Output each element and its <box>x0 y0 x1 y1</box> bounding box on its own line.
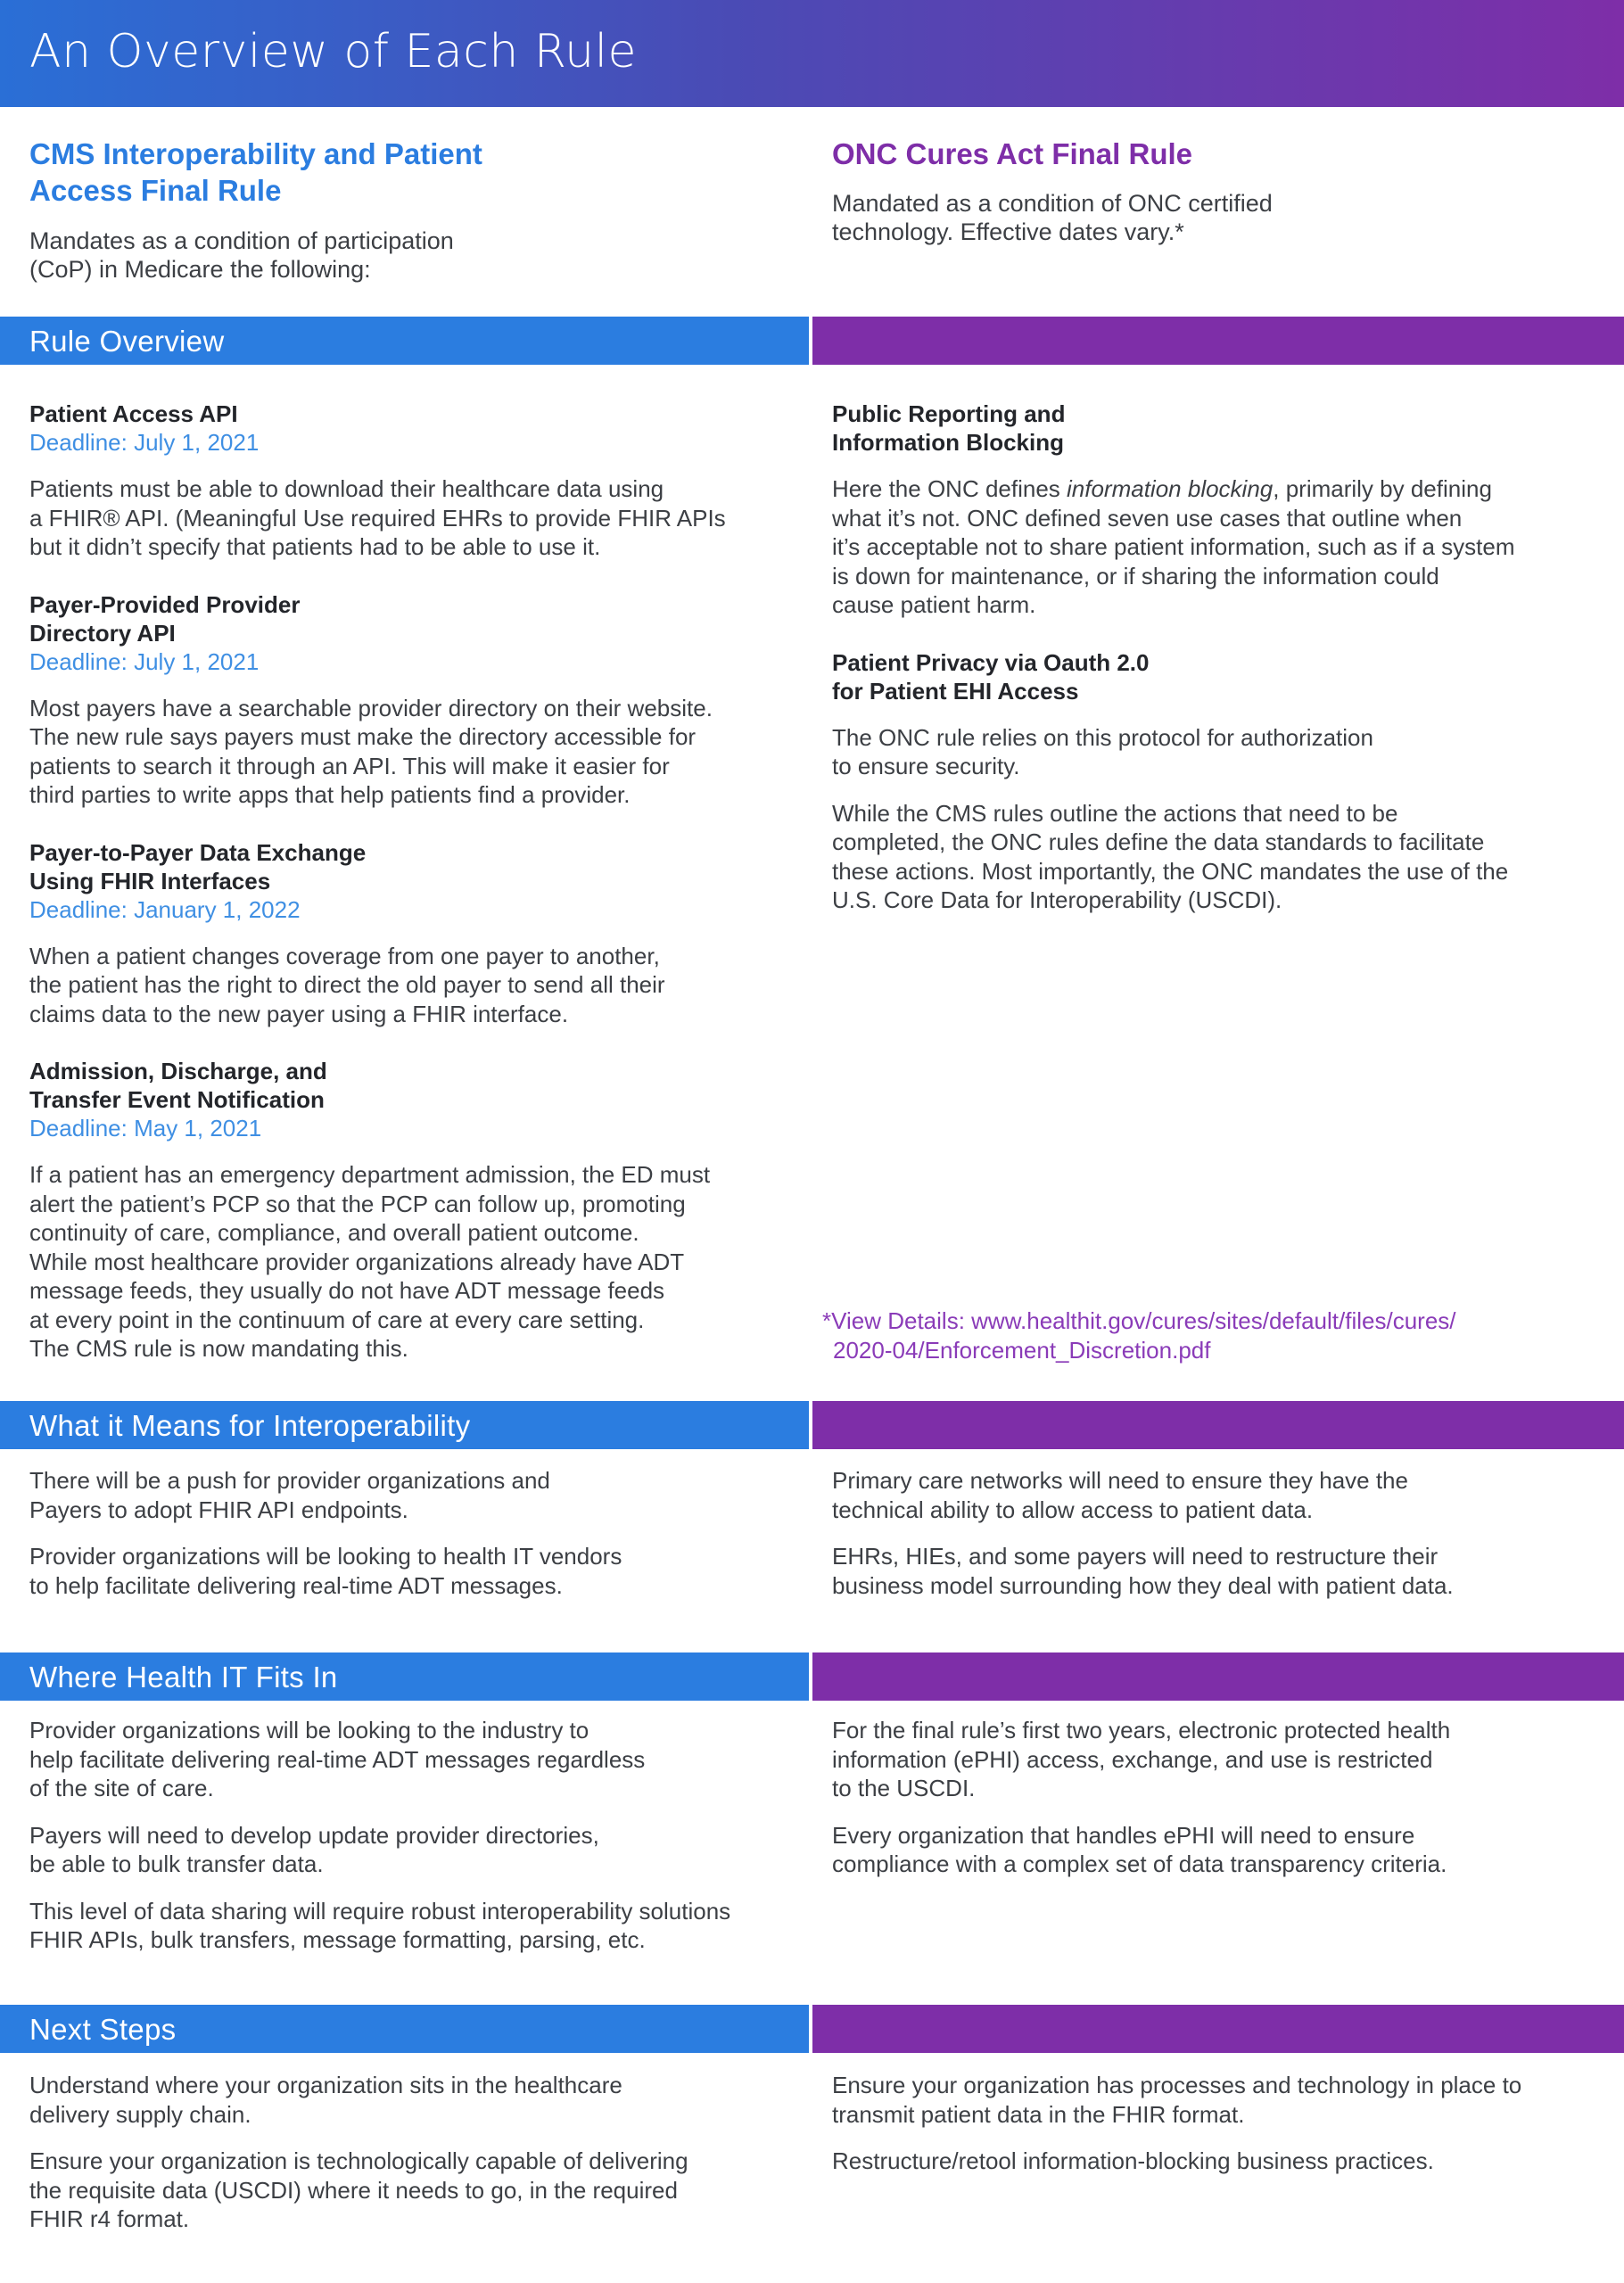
cms-rule-title: CMS Interoperability and Patient Access Final Rule <box>29 137 482 207</box>
onc-rule-title: ONC Cures Act Final Rule <box>832 137 1193 170</box>
interop-left: There will be a push for provider organizations and Payers to adopt FHIR API endpoints. Provider organizations will be looking to health IT vendors to help facilitate delivering real-time ADT messages. <box>29 1467 622 1599</box>
next-steps-right: Ensure your organization has processes and technology in place to transmit patient data in the FHIR format. Restructure/retool information-blocking business practices. <box>832 2072 1522 2174</box>
section-title-next-steps: Next Steps <box>29 2013 177 2046</box>
rule-block-adt-notification: Admission, Discharge, and Transfer Event Notification Deadline: May 1, 2021 If a patient has an emergency department admission, the ED must alert the patient’s PCP so that the PCP can follow up, promoting continuity of care, compliance, and overall patient outcome. While most healthcare provider organizations already have ADT message feeds, they usually do not have ADT message feeds at every point in the continuum of care at every care setting. The CMS rule is now mandating this. <box>29 1057 805 1364</box>
section-title-rule-overview: Rule Overview <box>29 325 225 358</box>
rule-overview-right <box>832 400 1608 915</box>
details-link-line-2[interactable]: 2020-04/Enforcement_Discretion.pdf <box>833 1336 1211 1364</box>
rule-overview-left <box>29 400 805 1364</box>
interop-right: Primary care networks will need to ensure they have the technical ability to allow access to patient data. EHRs, HIEs, and some payers will need to restructure their business model surrounding how they deal with patient data. <box>832 1467 1454 1599</box>
onc-rule-description: Mandated as a condition of ONC certified technology. Effective dates vary.* <box>832 190 1273 245</box>
section-bar-health-it-right <box>812 1652 1624 1701</box>
title-banner <box>0 0 1624 107</box>
section-title-health-it: Where Health IT Fits In <box>29 1661 338 1694</box>
page-title: An Overview of Each Rule <box>29 25 638 78</box>
deadline: Deadline: May 1, 2021 <box>29 1115 262 1142</box>
onc-intro <box>832 136 1608 246</box>
section-bar-health-it <box>0 1652 809 1701</box>
health-it-left: Provider organizations will be looking to the industry to help facilitate delivering real-time ADT messages regardless of the site of care. Payers will need to develop update provider directories, be able to bulk transfer data. This level of data sharing will require robust interoperability solutions FHIR APIs, bulk transfers, message formatting, parsing, etc. <box>29 1717 731 1953</box>
details-footnote <box>822 1306 1598 1364</box>
details-link-line-1[interactable]: *View Details: www.healthit.gov/cures/sites/default/files/cures/ <box>822 1307 1456 1334</box>
rule-block-information-blocking: Public Reporting and Information Blocking Here the ONC defines information blocking, primarily by defining what it’s not. ONC defined seven use cases that outline when it’s acceptable not to share patient information, such as if a system is down for maintenance, or if sharing the information could cause patient harm. <box>832 400 1515 618</box>
section-bar-interoperability <box>0 1401 809 1449</box>
rule-block-oauth: Patient Privacy via Oauth 2.0 for Patient EHI Access The ONC rule relies on this protocol for authorization to ensure security. While the CMS rules outline the actions that need to be completed, the ONC rules define the data standards to facilitate these actions. Most importantly, the ONC mandates the use of the U.S. Core Data for Interoperability (USCDI). <box>832 648 1509 913</box>
section-bar-next-steps <box>0 2005 809 2053</box>
section-bar-interoperability-right <box>812 1401 1624 1449</box>
cms-intro <box>29 136 805 284</box>
rule-block-patient-access: Patient Access API Deadline: July 1, 2021 Patients must be able to download their healthcare data using a FHIR® API. (Meaningful Use required EHRs to provide FHIR APIs but it didn’t specify that patients had to be able to use it. <box>29 400 805 562</box>
deadline: Deadline: July 1, 2021 <box>29 647 260 675</box>
rule-block-payer-exchange: Payer-to-Payer Data Exchange Using FHIR Interfaces Deadline: January 1, 2022 When a patient changes coverage from one payer to another, the patient has the right to direct the old payer to send all their claims data to the new payer using a FHIR interface. <box>29 838 805 1029</box>
deadline: Deadline: January 1, 2022 <box>29 895 301 923</box>
section-bar-rule-overview <box>0 317 809 365</box>
cms-rule-description: Mandates as a condition of participation (CoP) in Medicare the following: <box>29 227 454 283</box>
section-bar-rule-overview-right <box>812 317 1624 365</box>
health-it-right: For the final rule’s first two years, electronic protected health information (ePHI) access, exchange, and use is restricted to the USCDI. Every organization that handles ePHI will need to ensure compliance with a complex set of data transparency criteria. <box>832 1717 1451 1877</box>
deadline: Deadline: July 1, 2021 <box>29 429 260 456</box>
rule-block-provider-directory: Payer-Provided Provider Directory API Deadline: July 1, 2021 Most payers have a searchable provider directory on their website. The new rule says payers must make the directory accessible for patients to search it through an API. This will make it easier for third parties to write apps that help patients find a provider. <box>29 590 805 810</box>
section-bar-next-steps-right <box>812 2005 1624 2053</box>
section-title-interoperability: What it Means for Interoperability <box>29 1409 471 1442</box>
next-steps-left: Understand where your organization sits in the healthcare delivery supply chain. Ensure your organization is technologically capable of delivering the requisite data (USCDI) where it needs to go, in the required FHIR r4 format. <box>29 2072 688 2232</box>
